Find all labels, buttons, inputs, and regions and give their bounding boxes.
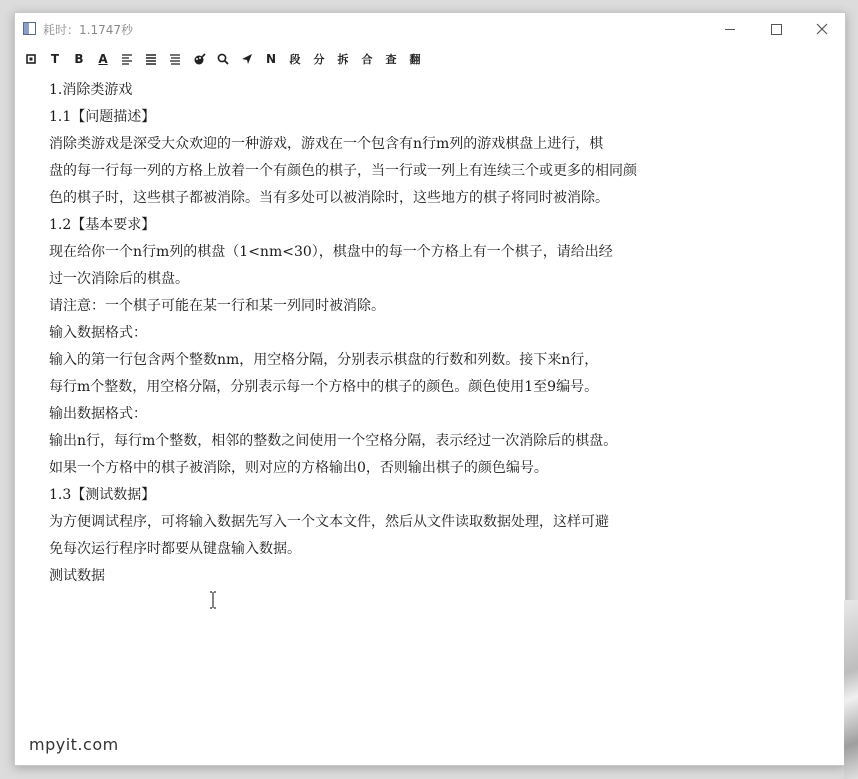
text-line: 1.消除类游戏: [49, 82, 133, 98]
text-line: 输出n行，每行m个整数，相邻的整数之间使用一个空格分隔，表示经过一次消除后的棋盘。: [49, 433, 618, 449]
search-icon: [217, 53, 229, 65]
text-line: 请注意：一个棋子可能在某一行和某一列同时被消除。: [49, 298, 385, 314]
maximize-button[interactable]: [753, 13, 799, 45]
send-icon: [241, 53, 253, 65]
align-center-button[interactable]: [139, 49, 163, 69]
normal-button[interactable]: N: [265, 52, 277, 66]
close-icon: [816, 23, 828, 35]
text-line: 现在给你一个n行m列的棋盘（1<nm<30），棋盘中的每一个方格上有一个棋子，请给出经: [49, 244, 613, 260]
text-line: 免每次运行程序时都要从键盘输入数据。: [49, 541, 301, 557]
text-line: 每行m个整数，用空格分隔，分别表示每一个方格中的棋子的颜色。颜色使用1至9编号。: [49, 379, 599, 395]
text-line: 消除类游戏是深受大众欢迎的一种游戏，游戏在一个包含有n行m列的游戏棋盘上进行，棋: [49, 136, 604, 152]
text-line: 如果一个方格中的棋子被消除，则对应的方格输出0，否则输出棋子的颜色编号。: [49, 460, 548, 476]
text-button[interactable]: T: [50, 52, 60, 66]
text-cursor-icon: [209, 591, 217, 609]
text-line: 过一次消除后的棋盘。: [49, 271, 189, 287]
minimize-button[interactable]: [707, 13, 753, 45]
align-left-icon: [121, 54, 133, 65]
text-line: 输入数据格式：: [49, 325, 147, 341]
split-button[interactable]: 分: [313, 53, 325, 66]
text-line: 盘的每一行每一列的方格上放着一个有颜色的棋子，当一行或一列上有连续三个或更多的相同颜: [49, 163, 637, 179]
toolbar: [15, 47, 845, 71]
background-decoration: [844, 600, 858, 779]
align-justify-button[interactable]: [163, 49, 187, 69]
font-color-button[interactable]: [91, 49, 115, 69]
watermark: mpyit.com: [29, 735, 119, 754]
title-bar[interactable]: [15, 13, 845, 45]
text-line: 输出数据格式：: [49, 406, 147, 422]
text-editor[interactable]: [49, 77, 829, 590]
bold-button[interactable]: B: [74, 52, 84, 66]
close-button[interactable]: [799, 13, 845, 45]
check-button[interactable]: 查: [385, 53, 397, 66]
align-justify-icon: [169, 54, 181, 65]
minimize-icon: [725, 29, 735, 30]
search-button[interactable]: [211, 49, 235, 69]
align-center-icon: [145, 54, 157, 65]
text-line: 测试数据: [49, 568, 105, 584]
palette-icon: [193, 53, 206, 65]
frame-icon: [26, 54, 36, 64]
maximize-icon: [771, 24, 782, 35]
translate-button[interactable]: 翻: [409, 53, 421, 66]
text-line: 1.1【问题描述】: [49, 109, 156, 125]
disassemble-button[interactable]: 拆: [337, 53, 349, 66]
ocr-result-window: [14, 12, 846, 766]
window-title: 耗时：1.1747秒: [43, 23, 133, 37]
font-color-label: A: [98, 52, 108, 66]
text-line: 色的棋子时，这些棋子都被消除。当有多处可以被消除时，这些地方的棋子将同时被消除。: [49, 190, 609, 206]
paragraph-button[interactable]: 段: [289, 53, 301, 66]
text-line: 输入的第一行包含两个整数nm，用空格分隔，分别表示棋盘的行数和列数。接下来n行，: [49, 352, 599, 368]
palette-button[interactable]: [187, 49, 211, 69]
send-button[interactable]: [235, 49, 259, 69]
frame-button[interactable]: [19, 49, 43, 69]
text-line: 1.3【测试数据】: [49, 487, 156, 503]
text-line: 为方便调试程序，可将输入数据先写入一个文本文件，然后从文件读取数据处理，这样可避: [49, 514, 609, 530]
app-icon: [23, 22, 36, 35]
merge-button[interactable]: 合: [361, 53, 373, 66]
text-line: 1.2【基本要求】: [49, 217, 156, 233]
align-left-button[interactable]: [115, 49, 139, 69]
